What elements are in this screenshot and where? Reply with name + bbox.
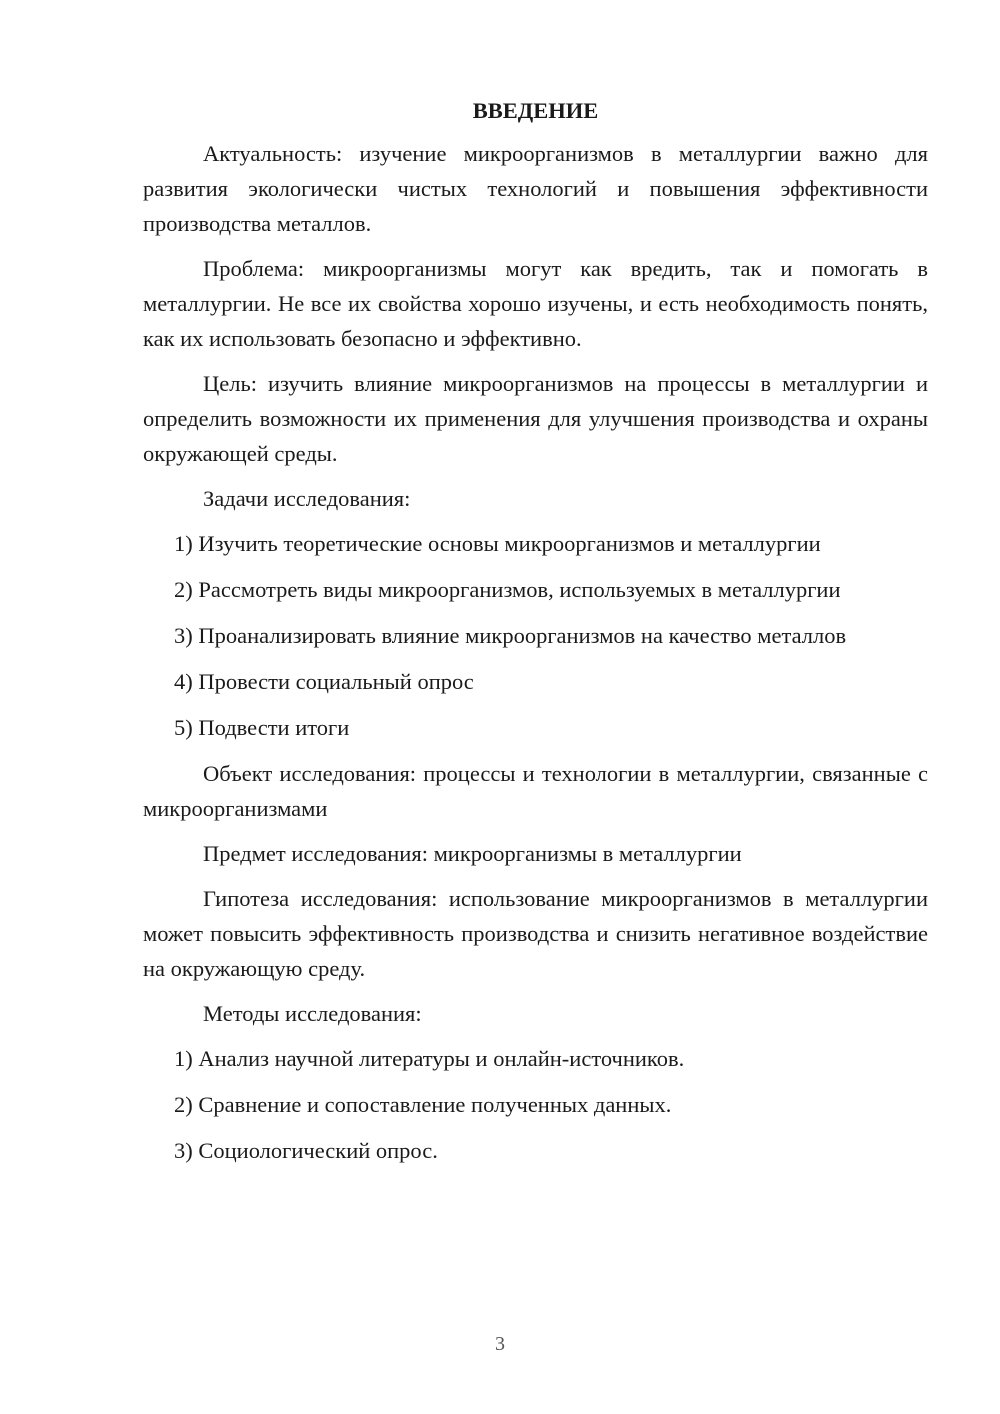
method-item: 3) Социологический опрос. — [174, 1138, 438, 1163]
task-item: 1) Изучить теоретические основы микроорганизмов и металлургии — [174, 531, 821, 556]
task-item: 4) Провести социальный опрос — [174, 669, 474, 694]
subject-paragraph: Предмет исследования: микроорганизмы в металлургии — [203, 841, 742, 866]
task-item: 2) Рассмотреть виды микроорганизмов, используемых в металлургии — [174, 577, 841, 602]
method-item: 1) Анализ научной литературы и онлайн-источников. — [174, 1046, 685, 1071]
goal-paragraph: Цель: изучить влияние микроорганизмов на процессы в металлургии и определить возможности их применения для улучшения производства и охраны окружающей среды. — [143, 371, 928, 466]
method-item: 2) Сравнение и сопоставление полученных данных. — [174, 1092, 672, 1117]
relevance-paragraph: Актуальность: изучение микроорганизмов в металлургии важно для развития экологически чистых технологий и повышения эффективности производства металлов. — [143, 141, 928, 236]
problem-paragraph: Проблема: микроорганизмы могут как вредить, так и помогать в металлургии. Не все их свойства хорошо изучены, и есть необходимость понять, как их использовать безопасно и эффективно. — [143, 256, 928, 351]
task-item: 3) Проанализировать влияние микроорганизмов на качество металлов — [174, 623, 847, 648]
task-item: 5) Подвести итоги — [174, 715, 350, 740]
methods-heading: Методы исследования: — [203, 1001, 422, 1026]
page-number: 3 — [495, 1333, 505, 1355]
document-page — [143, 96, 928, 1179]
section-title: ВВЕДЕНИЕ — [472, 98, 599, 123]
hypothesis-paragraph: Гипотеза исследования: использование микроорганизмов в металлургии может повысить эффективность производства и снизить негативное воздействие на окружающую среду. — [143, 886, 928, 981]
tasks-heading: Задачи исследования: — [203, 486, 411, 511]
object-paragraph: Объект исследования: процессы и технологии в металлургии, связанные с микроорганизмами — [143, 761, 928, 821]
